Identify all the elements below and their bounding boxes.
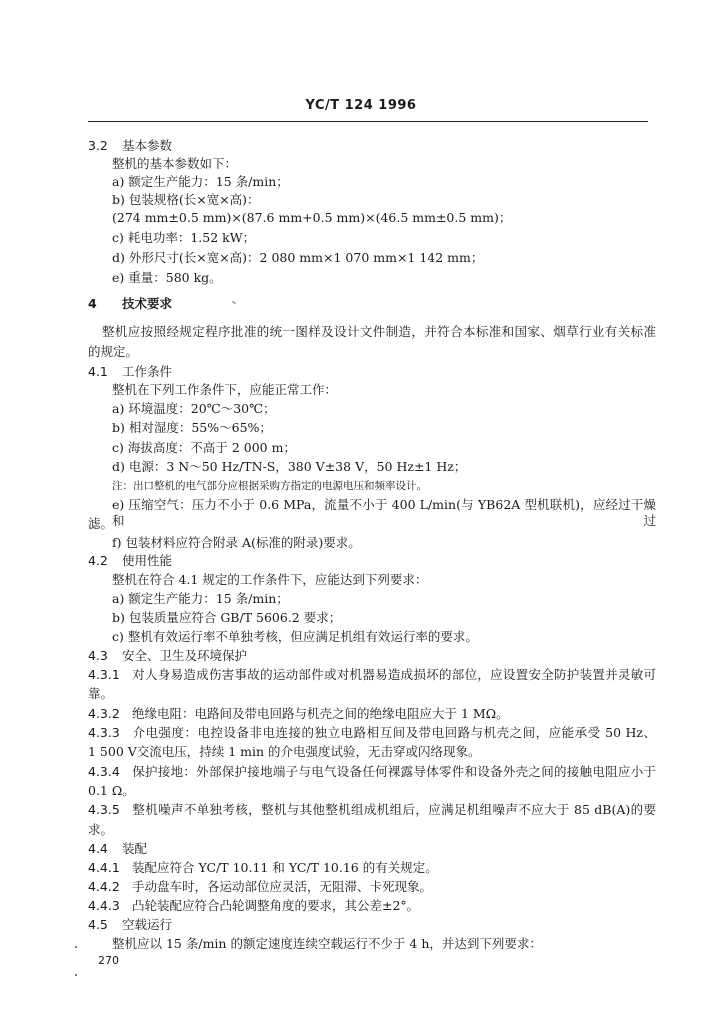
section-4-paragraph-line-1: 整机应按照经规定程序批准的统一图样及设计文件制造，并符合本标准和国家、烟草行业有关标准: [102, 324, 656, 339]
clause-4-3-3-line-2: 1 500 V交流电压，持续 1 min 的介电强度试验，无击穿或闪络现象。: [88, 744, 481, 759]
clause-4-4-3: 4.4.3 凸轮装配应符合凸轮调整角度的要求，其公差±2°。: [88, 898, 420, 913]
page-number: 270: [98, 954, 119, 967]
section-4-1-heading: 4.1 工作条件: [88, 364, 173, 379]
list-item: e) 重量：580 kg。: [112, 270, 222, 285]
section-4-4-heading: 4.4 装配: [88, 841, 148, 856]
section-4-2-heading: 4.2 使用性能: [88, 553, 173, 568]
header-rule: [88, 121, 648, 122]
list-item-e-line-2: 滤。: [88, 516, 114, 531]
section-4-5-heading: 4.5 空载运行: [88, 917, 173, 932]
section-4-1-intro: 整机在下列工作条件下，应能正常工作：: [112, 382, 338, 397]
note: 注：出口整机的电气部分应根据采购方指定的电源电压和频率设计。: [112, 480, 427, 492]
list-item: c) 整机有效运行率不单独考核，但应满足机组有效运行率的要求。: [112, 629, 478, 644]
list-item: b) 相对湿度：55%～65%；: [112, 420, 272, 435]
list-item: b) 包装质量应符合 GB/T 5606.2 要求；: [112, 610, 342, 625]
section-3-2-intro: 整机的基本参数如下：: [112, 156, 238, 171]
section-4-5-intro: 整机应以 15 条/min 的额定速度连续空载运行不少于 4 h，并达到下列要求：: [112, 936, 542, 951]
standard-header: YC/T 124 1996: [305, 98, 417, 113]
clause-4-3-5-line-1: 4.3.5 整机噪声不单独考核，整机与其他整机组成机组后，应满足机组噪声不应大于 85 dB(A)的要: [88, 802, 656, 817]
clause-4-4-2: 4.4.2 手动盘车时，各运动部位应灵活，无阻滞、卡死现象。: [88, 879, 433, 894]
scan-speck: [75, 946, 77, 948]
clause-4-4-1: 4.4.1 装配应符合 YC/T 10.11 和 YC/T 10.16 的有关规定。: [88, 860, 438, 875]
section-4-paragraph-line-2: 的规定。: [88, 344, 139, 359]
clause-4-3-5-line-2: 求。: [88, 822, 114, 837]
section-4-heading: 4 技术要求: [88, 296, 173, 311]
list-item: b) 包装规格(长×宽×高)：: [112, 192, 260, 207]
list-item: d) 电源：3 N～50 Hz/TN-S，380 V±38 V，50 Hz±1 Hz；: [112, 459, 467, 474]
list-item: c) 耗电功率：1.52 kW；: [112, 230, 256, 245]
scan-speck: [75, 974, 77, 976]
list-item: c) 海拔高度：不高于 2 000 m；: [112, 440, 296, 455]
section-3-2-heading: 3.2 基本参数: [88, 138, 173, 153]
scan-mark: [232, 301, 236, 304]
section-4-3-heading: 4.3 安全、卫生及环境保护: [88, 648, 248, 663]
list-item: d) 外形尺寸(长×宽×高)：2 080 mm×1 070 mm×1 142 mm；: [112, 250, 484, 265]
list-item: a) 额定生产能力：15 条/min；: [112, 591, 289, 606]
list-item: f) 包装材料应符合附录 A(标准的附录)要求。: [112, 535, 361, 550]
list-item: a) 额定生产能力：15 条/min；: [112, 174, 289, 189]
clause-4-3-4-line-2: 0.1 Ω。: [88, 783, 135, 798]
section-4-2-intro: 整机在符合 4.1 规定的工作条件下，应能达到下列要求：: [112, 572, 428, 587]
clause-4-3-4-line-1: 4.3.4 保护接地：外部保护接地端子与电气设备任何裸露导体零件和设备外壳之间的接触电阻应小于: [88, 764, 656, 779]
list-item-e-line-1: e) 压缩空气：压力不小于 0.6 MPa，流量不小于 400 L/min(与 YB62A 型机联机)，应经过干燥和过: [112, 497, 656, 528]
clause-4-3-1-line-2: 靠。: [88, 686, 114, 701]
clause-4-3-2: 4.3.2 绝缘电阻：电路间及带电回路与机壳之间的绝缘电阻应大于 1 MΩ。: [88, 706, 509, 721]
list-item: a) 环境温度：20℃～30℃；: [112, 401, 276, 416]
clause-4-3-3-line-1: 4.3.3 介电强度：电控设备非电连接的独立电路相互间及带电回路与机壳之间，应能承受 50 Hz、: [88, 725, 656, 740]
list-item: (274 mm±0.5 mm)×(87.6 mm+0.5 mm)×(46.5 mm±0.5 mm)；: [112, 210, 512, 225]
clause-4-3-1-line-1: 4.3.1 对人身易造成伤害事故的运动部件或对机器易造成损坏的部位，应设置安全防护装置并灵敏可: [88, 667, 656, 682]
